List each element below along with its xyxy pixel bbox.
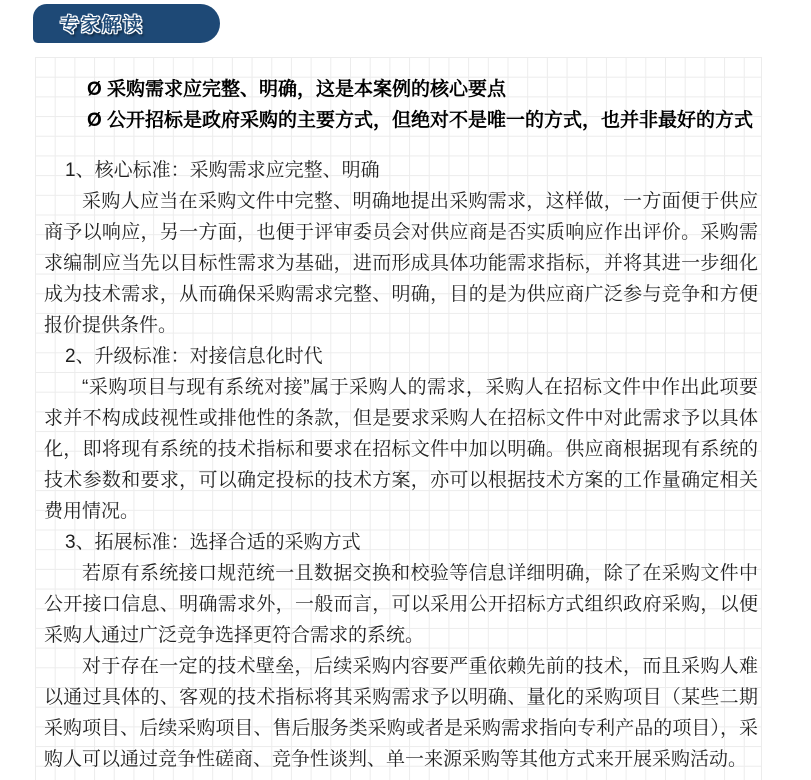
paragraph: 采购人应当在采购文件中完整、明确地提出采购需求，这样做，一方面便于供应商予以响应，另一方面，也便于评审委员会对供应商是否实质响应作出评价。采购需求编制应当先以目标性需求为基础，进而形成具体功能需求指标，并将其进一步细化成为技术需求，从而确保采购需求完整、明确，目的是为供应商广泛参与竞争和方便报价提供条件。 xyxy=(44,191,758,336)
paragraph: 对于存在一定的技术壁垒，后续采购内容要严重依赖先前的技术，而且采购人难以通过具体的、客观的技术指标将其采购需求予以明确、量化的采购项目（某些二期采购项目、后续采购项目、售后服务类采购或者是采购需求指向专利产品的项目），采购人可以通过竞争性磋商、竞争性谈判、单一来源采购等其他方式来开展采购活动。 xyxy=(44,656,758,770)
section-expansion-standard xyxy=(44,527,758,775)
section-heading: 2、升级标准：对接信息化时代 xyxy=(65,346,323,367)
paragraph: 若原有系统接口规范统一且数据交换和校验等信息详细明确，除了在采购文件中公开接口信息、明确需求外，一般而言，可以采用公开招标方式组织政府采购，以便采购人通过广泛竞争选择更符合需求的系统。 xyxy=(44,563,758,646)
expert-interpretation-badge xyxy=(33,4,220,43)
section-heading: 3、拓展标准：选择合适的采购方式 xyxy=(65,532,361,553)
section-upgrade-standard xyxy=(44,341,758,527)
section-core-standard xyxy=(44,155,758,341)
grid-sheet xyxy=(35,57,762,780)
key-point-bullet: Ø 公开招标是政府采购的主要方式，但绝对不是唯一的方式，也并非最好的方式 xyxy=(87,110,754,131)
paragraph: “采购项目与现有系统对接”属于采购人的需求，采购人在招标文件中作出此项要求并不构成歧视性或排他性的条款，但是要求采购人在招标文件中对此需求予以具体化，即将现有系统的技术指标和要求在招标文件中加以明确。供应商根据现有系统的技术参数和要求，可以确定投标的技术方案，亦可以根据技术方案的工作量确定相关费用情况。 xyxy=(44,377,758,522)
document-content xyxy=(44,74,758,775)
key-point-bullet: Ø 采购需求应完整、明确，这是本案例的核心要点 xyxy=(87,79,507,100)
section-heading: 1、核心标准：采购需求应完整、明确 xyxy=(65,160,380,181)
badge-label: 专家解读 xyxy=(60,15,145,36)
key-points-block xyxy=(44,74,758,136)
